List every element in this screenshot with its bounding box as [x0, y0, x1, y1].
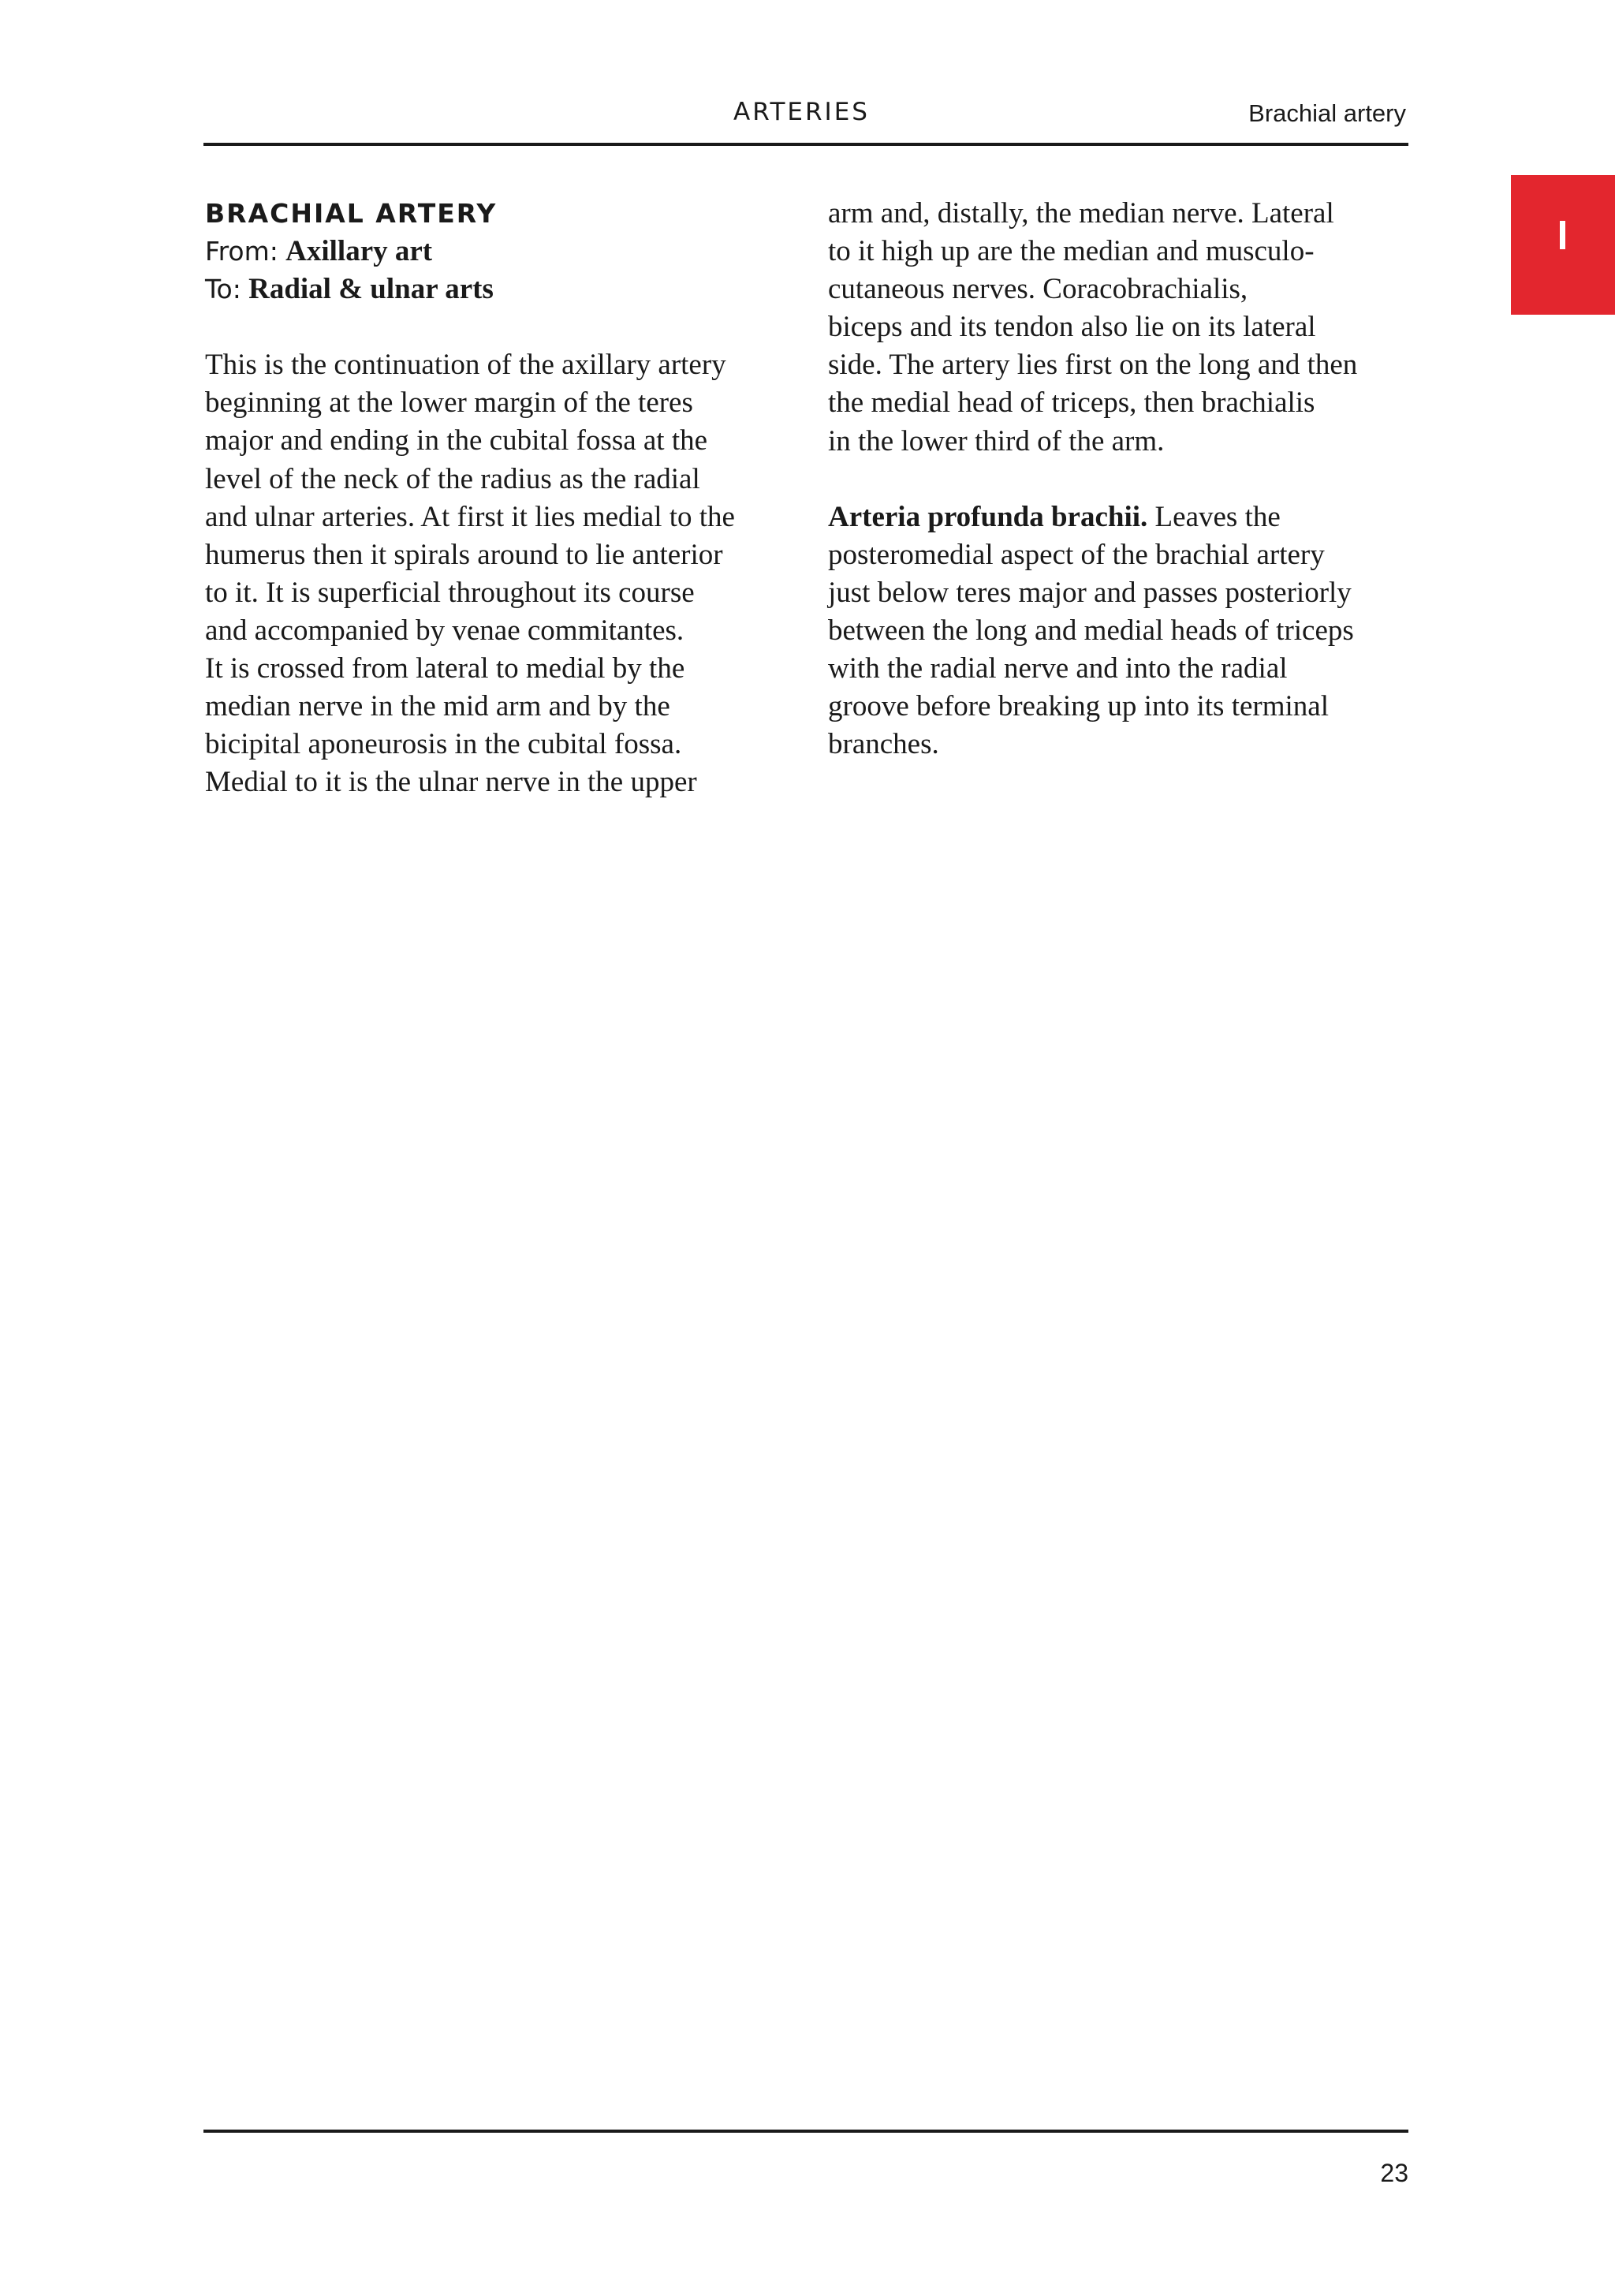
right-column [828, 195, 1427, 763]
body-line: arm and, distally, the median nerve. Lateral [828, 197, 1334, 230]
body-line: groove before breaking up into its terminal [828, 690, 1329, 723]
chapter-tab-label [1560, 221, 1565, 249]
running-header-section: ARTERIES [733, 98, 870, 126]
footer-rule [203, 2130, 1408, 2133]
body-line: cutaneous nerves. Coracobrachialis, [828, 273, 1248, 306]
entry-from [205, 233, 789, 271]
page-number: 23 [1380, 2159, 1408, 2187]
body-line: Medial to it is the ulnar nerve in the upper [205, 766, 697, 799]
body-line: with the radial nerve and into the radial [828, 652, 1288, 685]
body-line: to it. It is superficial throughout its course [205, 576, 695, 609]
body-line: branches. [828, 728, 939, 761]
from-value: Axillary art [285, 235, 433, 268]
running-header-topic: Brachial artery [1248, 99, 1406, 127]
body-line: just below teres major and passes posteriorly [828, 576, 1352, 609]
to-value: Radial & ulnar arts [248, 273, 494, 306]
header-rule [203, 143, 1408, 146]
body-line: humerus then it spirals around to lie anterior [205, 538, 723, 571]
body-line: in the lower third of the arm. [828, 424, 1165, 457]
body-line: Leaves the [1147, 500, 1281, 533]
body-line: side. The artery lies first on the long and then [828, 349, 1358, 382]
chapter-tab [1511, 175, 1615, 315]
entry-title: BRACHIAL ARTERY [205, 198, 498, 229]
body-line: beginning at the lower margin of the teres [205, 386, 693, 420]
branch-title: Arteria profunda brachii. [828, 500, 1148, 533]
body-line: and accompanied by venae commitantes. [205, 614, 684, 647]
from-label: From: [205, 236, 278, 267]
body-line: biceps and its tendon also lie on its lateral [828, 311, 1316, 344]
body-line: major and ending in the cubital fossa at the [205, 424, 708, 457]
body-line: bicipital aponeurosis in the cubital fossa. [205, 728, 682, 761]
to-label: To: [205, 274, 241, 305]
body-line: This is the continuation of the axillary artery [205, 349, 726, 382]
body-line: between the long and medial heads of triceps [828, 614, 1354, 647]
body-line: level of the neck of the radius as the radial [205, 462, 700, 495]
body-line: median nerve in the mid arm and by the [205, 690, 670, 723]
body-line: and ulnar arteries. At first it lies medial to the [205, 500, 735, 533]
body-line: posteromedial aspect of the brachial artery [828, 538, 1325, 571]
body-line: to it high up are the median and musculo- [828, 235, 1315, 268]
entry-to [205, 271, 789, 308]
branch-paragraph-first-line [828, 498, 1427, 536]
left-column [205, 195, 789, 801]
body-line: It is crossed from lateral to medial by the [205, 652, 685, 685]
body-line: the medial head of triceps, then brachialis [828, 386, 1315, 420]
